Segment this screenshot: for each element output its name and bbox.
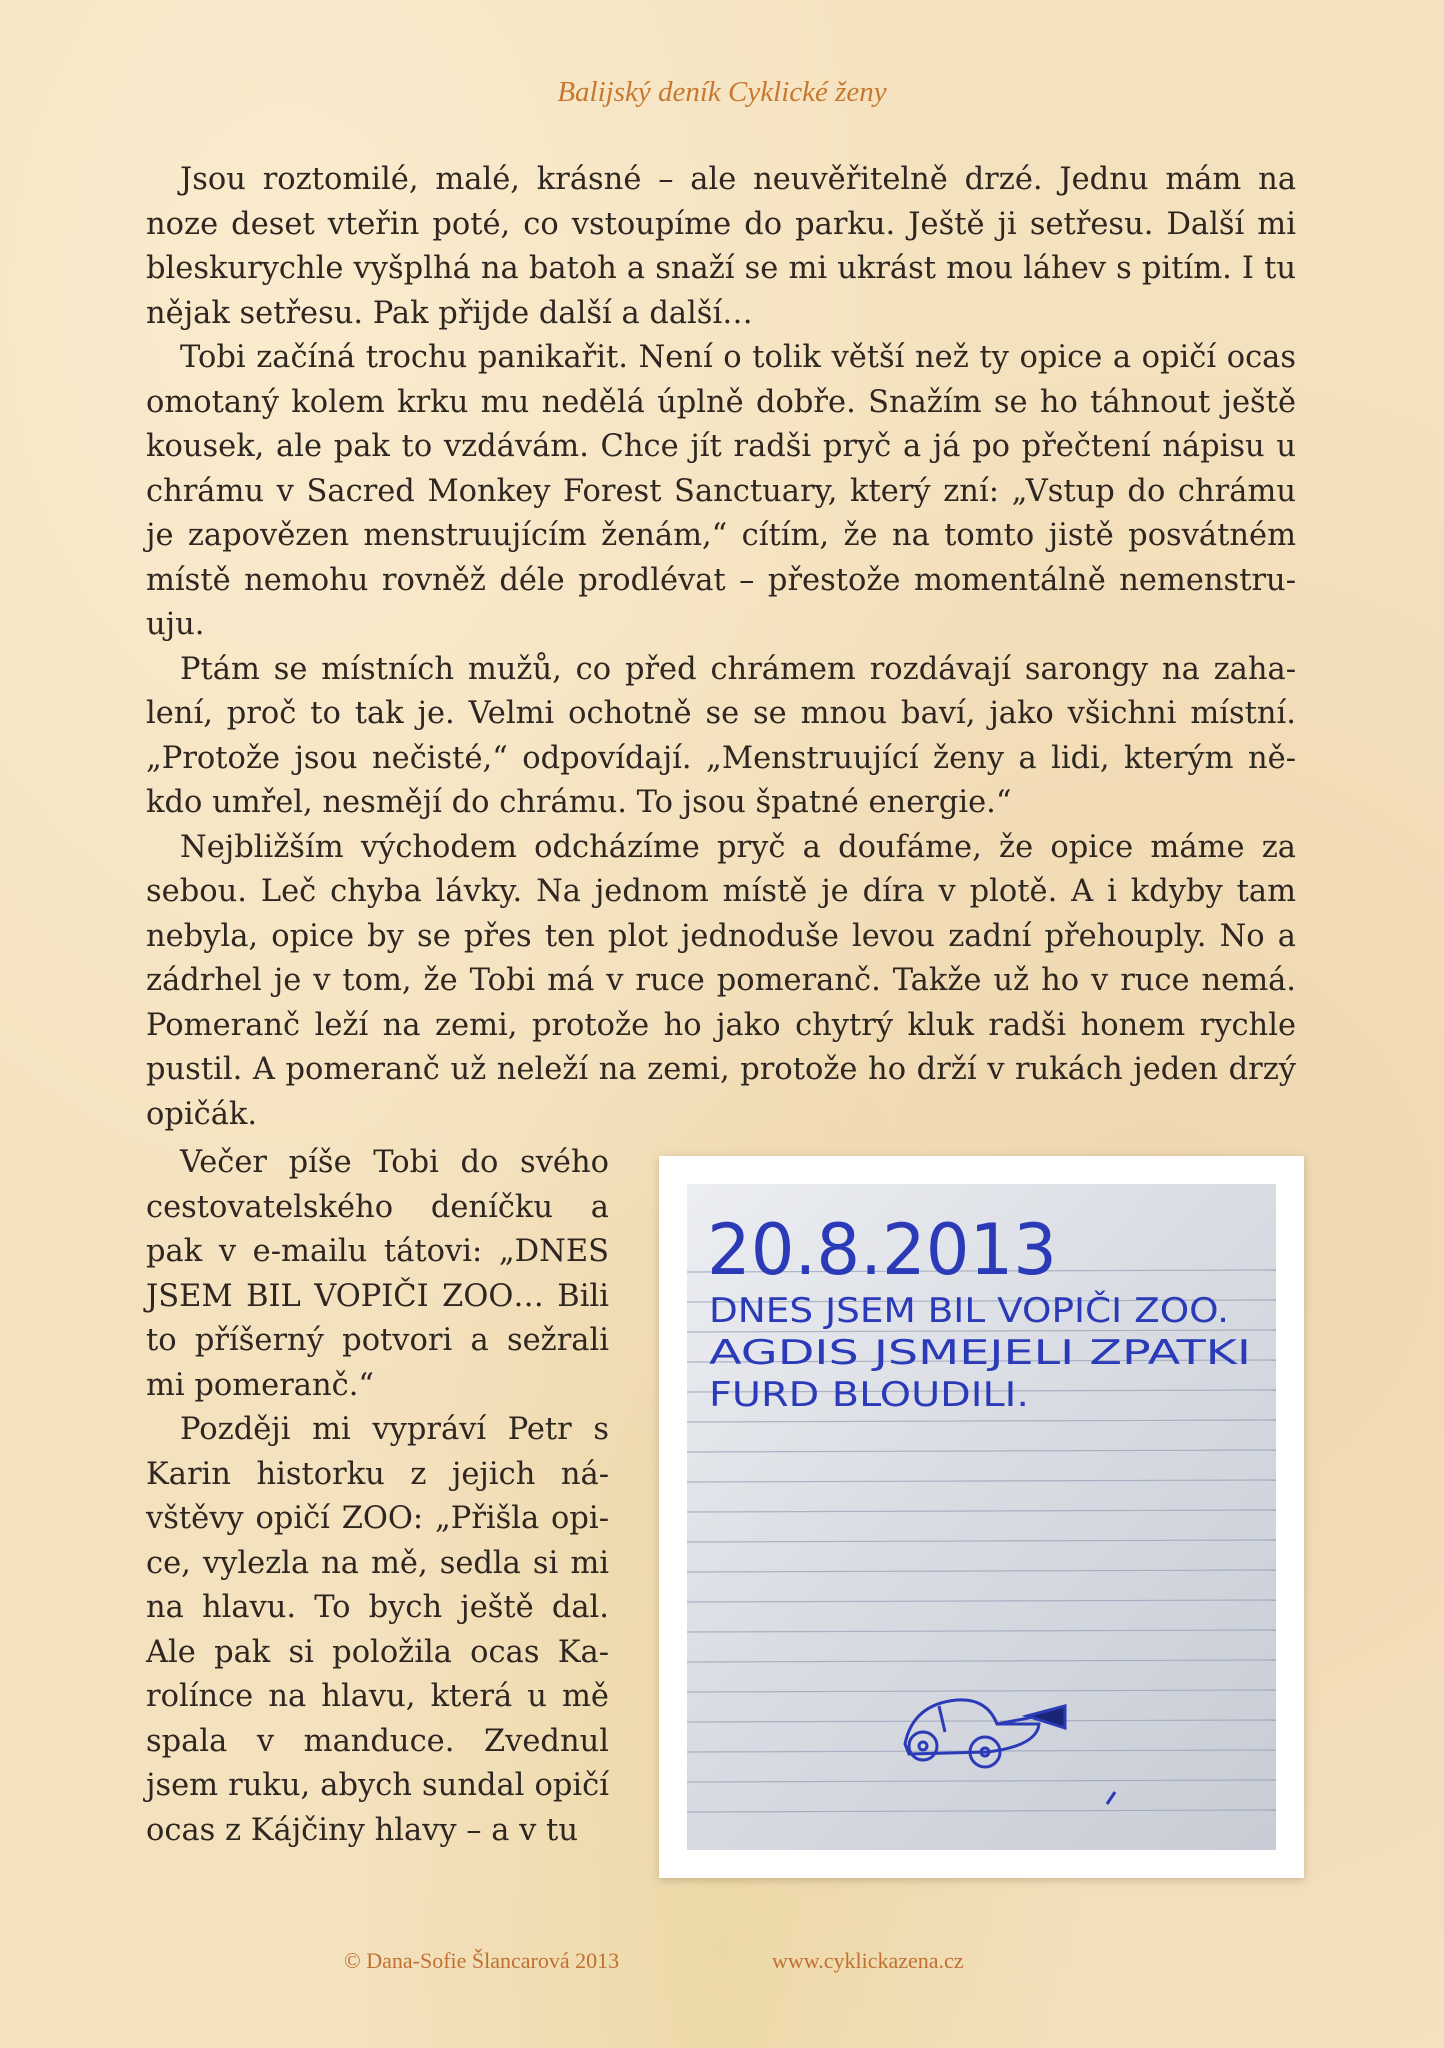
copyright-text: © Dana-Sofie Šlancarová 2013 bbox=[344, 1948, 620, 1973]
notebook-line: DNES JSEM BIL VOPIČI ZOO. bbox=[709, 1291, 1182, 1331]
paragraph: Později mi vypráví Petr s Karin historku z jejich návštěvy opičí ZOO: „Přišla opice, vylezla na mě, sedla si mi na hlavu. To bych ještě dal. Ale pak si položila ocas Karolínce na hlavu, která u mě spala v manduce. Zvednul jsem ruku, abych sundal opičí ocas z Kájčiny hlavy – a v tu bbox=[146, 1412, 609, 1848]
paragraph: Ptám se místních mužů, co před chrámem rozdávají sarongy na zahalení, proč to tak je. Velmi ochotně se se mnou baví, jako všichni místní. „Protože jsou nečisté,“ odpovídají. „Menstruující ženy a lidi, kterým někdo umřel, nesmějí do chrámu. To jsou špatné energie.“ bbox=[146, 651, 1296, 820]
notebook-date: 20.8.2013 bbox=[707, 1209, 1057, 1291]
paragraph: Nejbližším východem odcházíme pryč a doufáme, že opice máme za sebou. Leč chyba lávky. Na jednom místě je díra v plotě. A i kdyby tam nebyla, opice by se přes ten plot jednoduše levou zadní přehouply. No a zádrhel je v tom, že Tobi má v ruce pomeranč. Takže už ho v ruce nemá. Pomeranč leží na zemi, protože ho jako chytrý kluk radši honem rychle pustil. A pomeranč už neleží na zemi, protože ho drží v rukách jeden drzý opičák. bbox=[146, 829, 1296, 1132]
page-header: Balijský deník Cyklické ženy bbox=[557, 76, 887, 108]
notebook-page bbox=[687, 1184, 1276, 1850]
page-number: 34 bbox=[700, 1940, 734, 1977]
main-text bbox=[146, 158, 1296, 1137]
notebook-line: FURD BLOUDILI. bbox=[709, 1375, 1029, 1415]
notebook-drawing bbox=[687, 1184, 1276, 1850]
paragraph: Večer píše Tobi do svého cestovatelského deníčku a pak v e-mailu tátovi: „DNES JSEM BIL VOPIČI ZOO… Bili to příšerný potvori a sežrali mi pomeranč.“ bbox=[146, 1145, 609, 1403]
paragraph: Tobi začíná trochu panikařit. Není o tolik větší než ty opice a opičí ocas omotaný kolem krku mu nedělá úplně dobře. Snažím se ho táhnout ještě kousek, ale pak to vzdávám. Chce jít radši pryč a já po přečtení nápisu u chrámu v Sacred Monkey Forest Sanctuary, který zní: „Vstup do chrámu je zapovězen menstruujícím ženám,“ cítím, že na tomto jistě posvátném místě nemohu rovněž déle prodlévat – přestože momentálně nemenstruuju. bbox=[146, 340, 1296, 642]
notebook-line: AGDIS JSMEJELI ZPATKI bbox=[709, 1333, 1251, 1373]
side-text bbox=[146, 1141, 609, 1853]
paragraph: Jsou roztomilé, malé, krásné – ale neuvěřitelně drzé. Jednu mám na noze deset vteřin poté, co vstoupíme do parku. Ještě ji setřesu. Další mi bleskurychle vyšplhá na batoh a snaží se mi ukrást mou láhev s pitím. I tu nějak setřesu. Pak přijde další a další… bbox=[146, 162, 1296, 331]
car-drawing bbox=[905, 1700, 1115, 1804]
notebook-photo bbox=[659, 1156, 1304, 1878]
website-link[interactable]: www.cyklickazena.cz bbox=[772, 1948, 964, 1973]
